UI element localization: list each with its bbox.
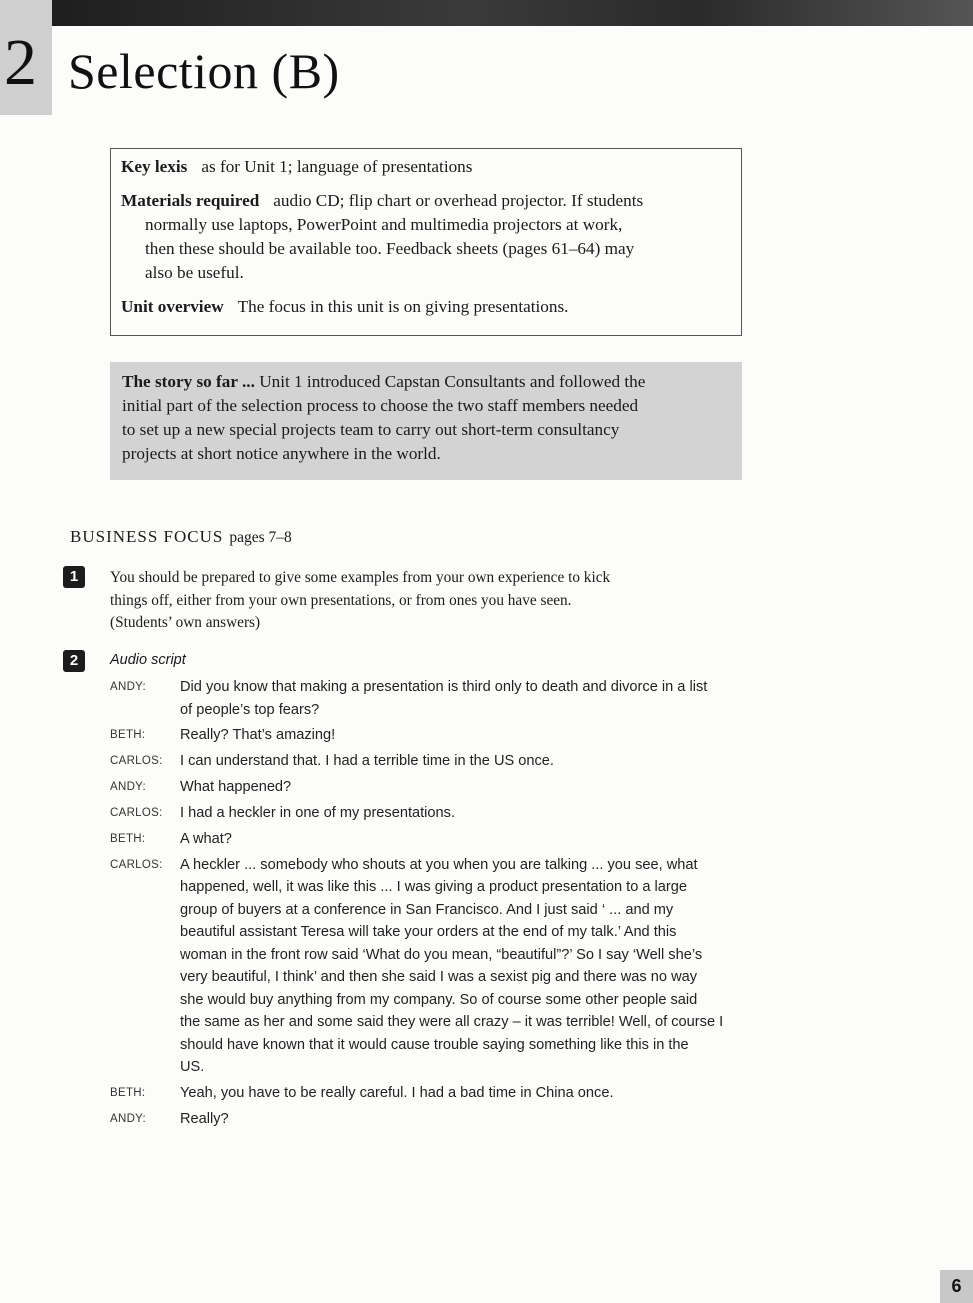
speaker-label: CARLOS: xyxy=(110,807,163,820)
speech-line: Did you know that making a presentation is third only to death and divorce in a list xyxy=(180,679,708,695)
page-number: 6 xyxy=(940,1270,973,1303)
speech-text xyxy=(180,1108,760,1131)
audio-script-heading: Audio script xyxy=(110,652,186,668)
story-line: Unit 1 introduced Capstan Consultants and followed the xyxy=(259,372,646,391)
script-line xyxy=(110,776,760,799)
key-lexis-label: Key lexis xyxy=(121,157,188,176)
script-line xyxy=(110,1082,760,1105)
unit-overview xyxy=(121,295,731,319)
unit-tab xyxy=(0,0,52,115)
info-box xyxy=(110,148,742,336)
speech-text xyxy=(180,724,760,747)
question-1-badge: 1 xyxy=(63,566,85,588)
key-lexis xyxy=(121,155,731,179)
speech-text xyxy=(180,676,760,721)
materials-line: normally use laptops, PowerPoint and multimedia projectors at work, xyxy=(145,215,623,234)
speaker-label: BETH: xyxy=(110,729,146,742)
script-line xyxy=(110,750,760,773)
speaker-label: ANDY: xyxy=(110,681,147,693)
materials-label: Materials required xyxy=(121,191,260,210)
question-1-line: (Students’ own answers) xyxy=(110,614,261,631)
speech-line: Yeah, you have to be really careful. I had a bad time in China once. xyxy=(180,1085,614,1102)
speech-text xyxy=(180,750,760,773)
speech-line: Really? That’s amazing! xyxy=(180,727,336,744)
speech-text xyxy=(180,1082,760,1105)
key-lexis-text: as for Unit 1; language of presentations xyxy=(201,157,473,176)
story-line: to set up a new special projects team to carry out short-term consultancy xyxy=(122,420,620,439)
speaker-label: BETH: xyxy=(110,1087,146,1100)
speech-line: I had a heckler in one of my presentations. xyxy=(180,805,456,822)
speech-line: the same as her and some said they were all crazy – it was terrible! Well, of course I xyxy=(180,1014,724,1031)
section-heading xyxy=(70,526,292,549)
section-title: BUSINESS FOCUS xyxy=(70,527,224,546)
speech-text xyxy=(180,828,760,851)
script-line xyxy=(110,828,760,851)
materials-line: then these should be available too. Feedback sheets (pages 61–64) may xyxy=(145,239,635,258)
unit-number: 2 xyxy=(4,26,37,99)
speech-line: US. xyxy=(180,1059,205,1076)
speech-line: of people’s top fears? xyxy=(180,701,320,718)
script-line xyxy=(110,724,760,747)
section-pages: pages 7–8 xyxy=(229,529,292,546)
materials-required xyxy=(121,189,731,285)
speech-line: group of buyers at a conference in San Francisco. And I just said ‘ ... and my xyxy=(180,901,674,918)
materials-line: also be useful. xyxy=(145,263,244,282)
question-1-line: things off, either from your own presentations, or from ones you have seen. xyxy=(110,591,572,609)
speaker-label: BETH: xyxy=(110,832,146,845)
speech-line: very beautiful, I think’ and then she said I was a sexist pig and there was no way xyxy=(180,969,698,986)
speech-line: happened, well, it was like this ... I was giving a product presentation to a large xyxy=(180,879,688,896)
speech-line: I can understand that. I had a terrible time in the US once. xyxy=(180,753,554,770)
script-line xyxy=(110,676,760,721)
story-label: The story so far ... xyxy=(122,372,255,391)
story-line: projects at short notice anywhere in the world. xyxy=(122,444,441,463)
overview-label: Unit overview xyxy=(121,297,224,316)
question-1-text xyxy=(110,567,750,635)
speech-line: A what? xyxy=(180,830,232,847)
speech-line: What happened? xyxy=(180,779,292,796)
script-line xyxy=(110,802,760,825)
script-line xyxy=(110,854,760,1079)
script-line xyxy=(110,1108,760,1131)
speaker-label: ANDY: xyxy=(110,1113,147,1126)
speaker-label: CARLOS: xyxy=(110,858,163,871)
story-box xyxy=(110,362,742,480)
story-line: initial part of the selection process to choose the two staff members needed xyxy=(122,396,639,415)
speech-line: should have known that it would cause trouble saying something like this in the xyxy=(180,1036,689,1053)
speech-line: A heckler ... somebody who shouts at you when you are talking ... you see, what xyxy=(180,856,698,873)
speech-text xyxy=(180,854,760,1079)
question-2-badge: 2 xyxy=(63,650,85,672)
speech-line: woman in the front row said ‘What do you mean, “beautiful”?’ So I say ‘Well she’s xyxy=(180,946,703,963)
speech-text xyxy=(180,776,760,799)
speech-line: she would buy anything from my company. So of course some other people said xyxy=(180,991,698,1008)
speaker-label: ANDY: xyxy=(110,781,147,794)
speaker-label: CARLOS: xyxy=(110,755,163,768)
overview-text: The focus in this unit is on giving presentations. xyxy=(237,297,569,316)
materials-line: audio CD; flip chart or overhead projector. If students xyxy=(273,191,644,210)
speech-line: Really? xyxy=(180,1111,229,1128)
speech-text xyxy=(180,802,760,825)
question-1-line: You should be prepared to give some examples from your own experience to kick xyxy=(110,569,611,586)
audio-script xyxy=(110,676,760,1134)
top-bar xyxy=(52,0,973,26)
unit-title: Selection (B) xyxy=(68,43,340,99)
speech-line: beautiful assistant Teresa will take your orders at the end of my talk.’ And this xyxy=(180,924,677,941)
